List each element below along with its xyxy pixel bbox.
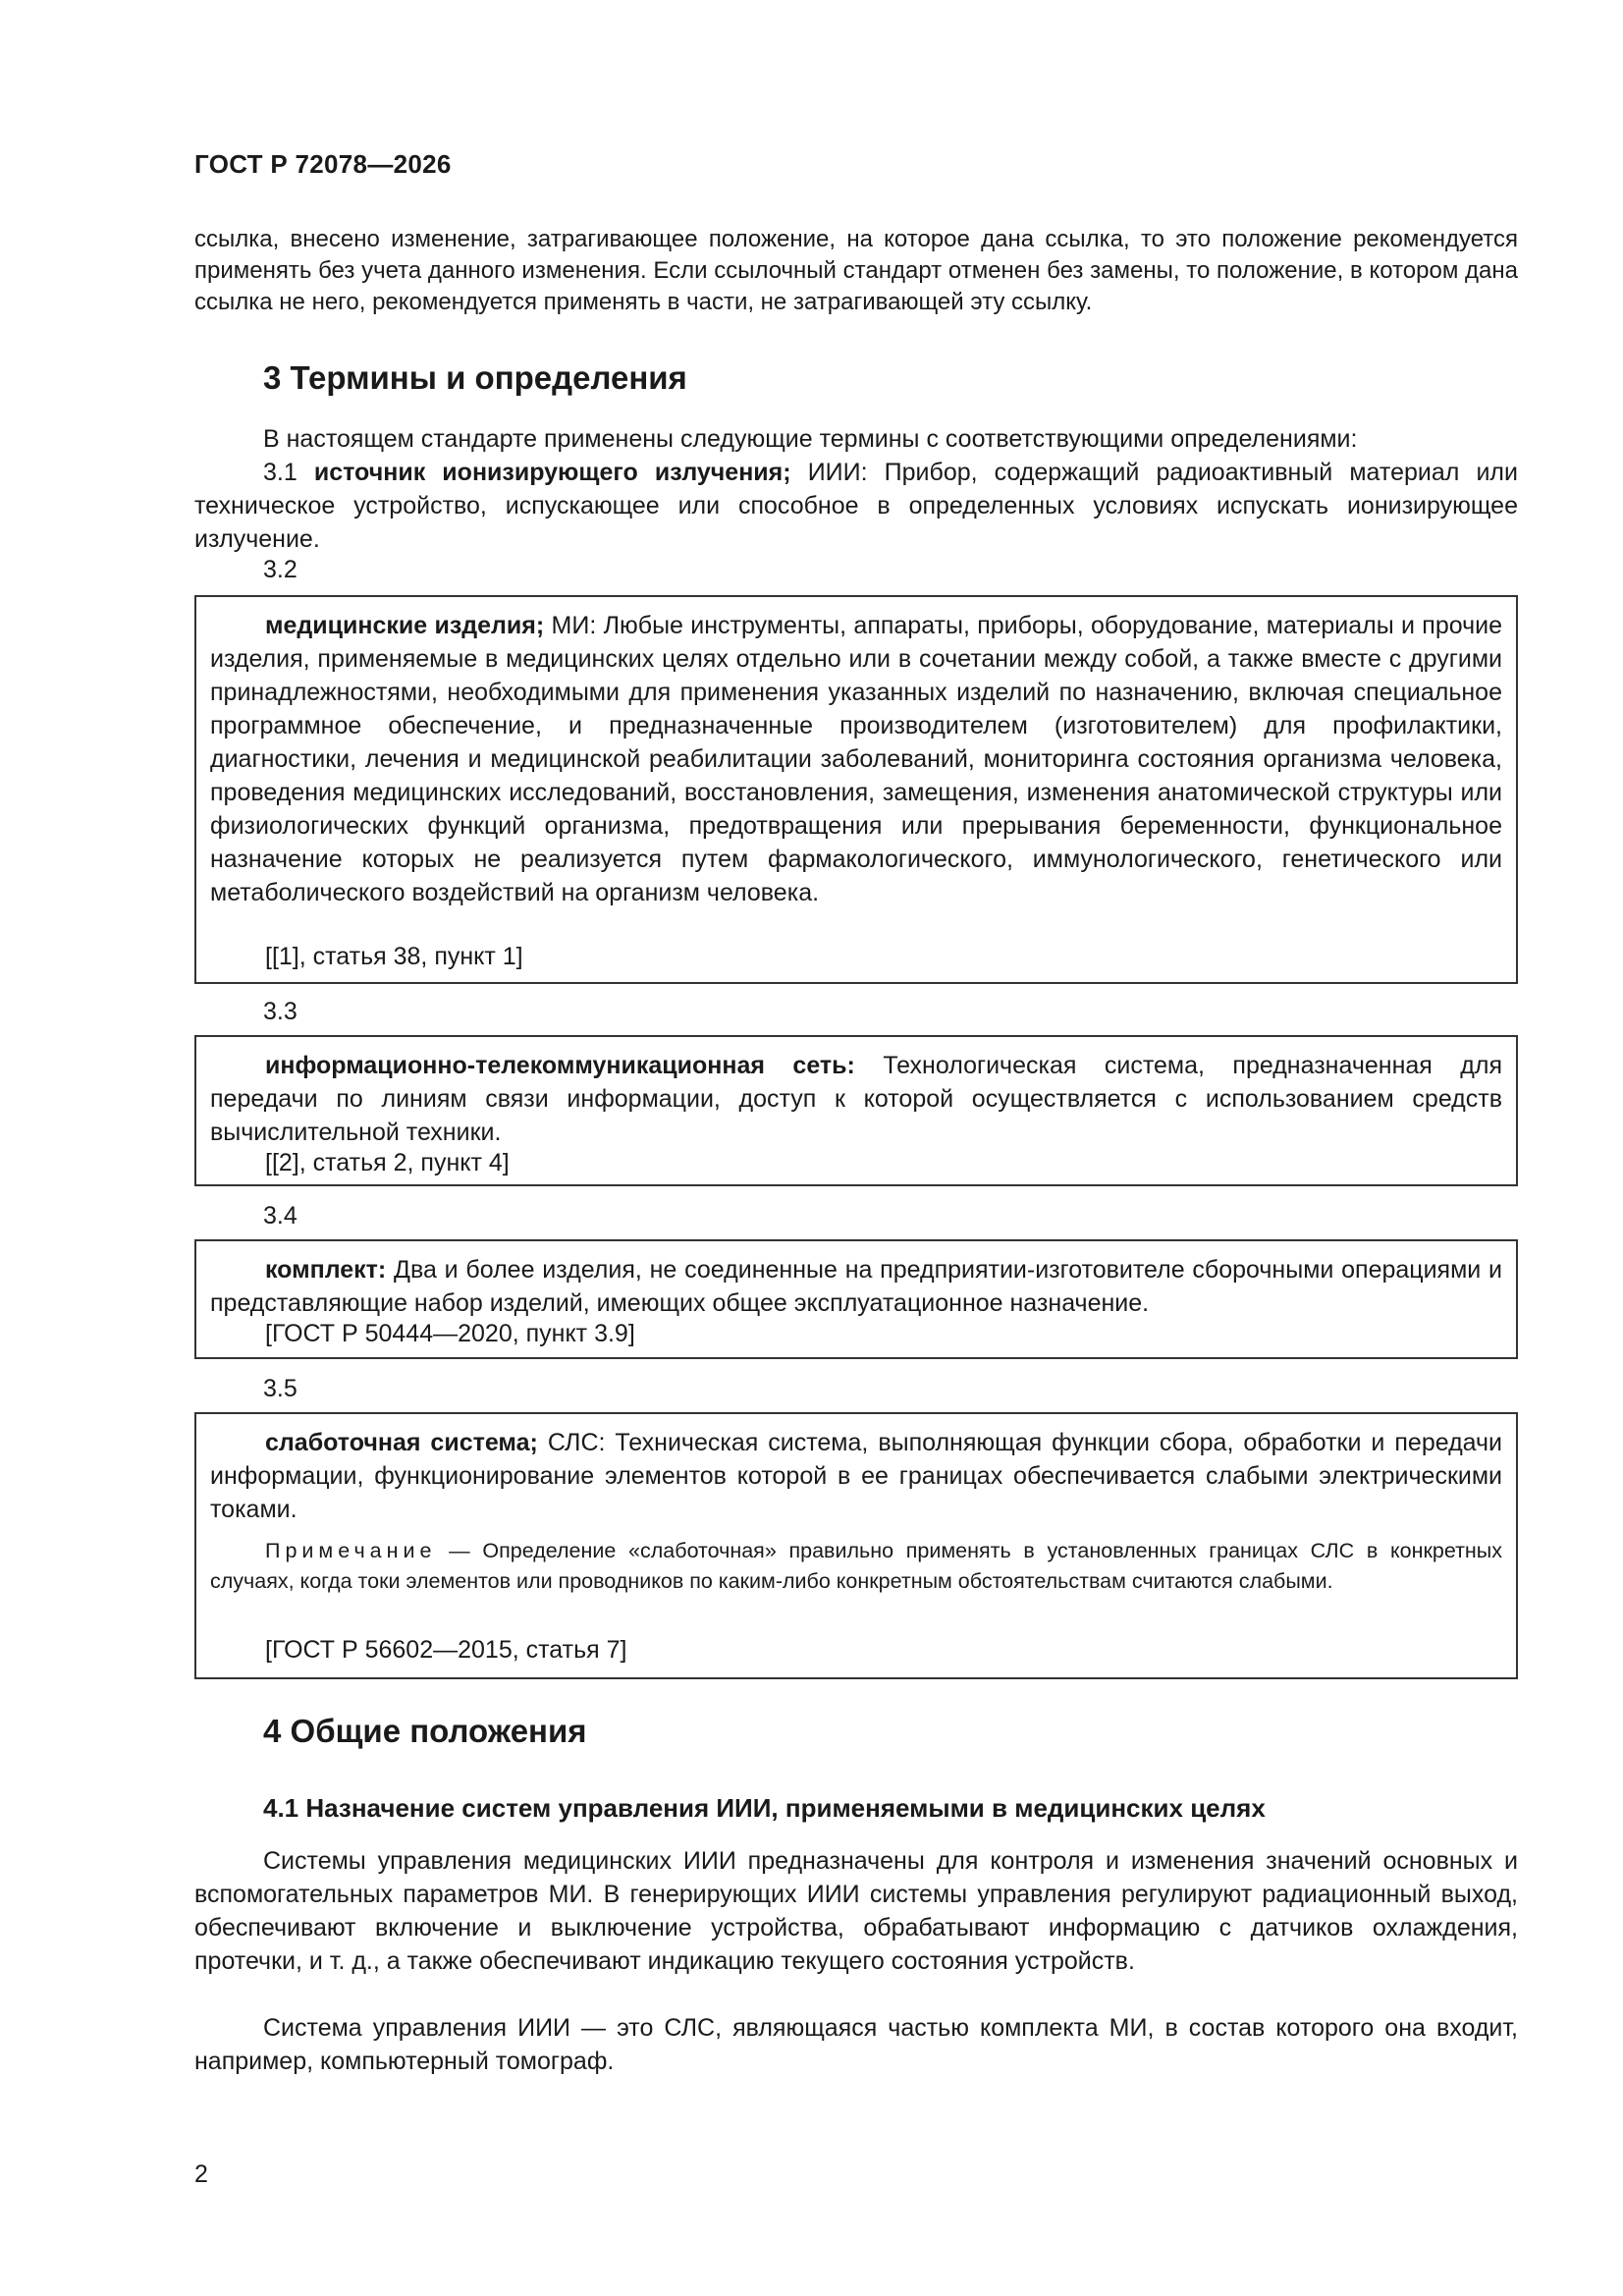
- term-3-5-box: [194, 1412, 1518, 1679]
- term-3-2-box: [194, 595, 1518, 984]
- term-3-2-definition: МИ: Любые инструменты, аппараты, приборы, оборудование, материалы и прочие изделия, применяемые в медицинских целях отдельно или в сочетании между собой, а также вместе с другими принадлежностями, необходимыми для применения указанных изделий по назначению, включая специальное программное обеспечение, и предназначенные производителем (изготовителем) для профилактики, диагностики, лечения и медицинской реабилитации заболеваний, мониторинга состояния организма человека, проведения медицинских исследований, восстановления, замещения, изменения анатомической структуры или физиологических функций организма, предотвращения или прерывания беременности, функциональное назначение которых не реализуется путем фармакологического, иммунологического, генетического или метаболического воздействий на организм человека.: [210, 612, 1502, 906]
- term-3-3-text: [210, 1049, 1502, 1149]
- section-4-paragraph-1: Системы управления медицинских ИИИ предназначены для контроля и изменения значений основных и вспомогательных параметров МИ. В генерирующих ИИИ системы управления регулируют радиационный выход, обеспечивают включение и выключение устройства, обрабатывают информацию с датчиков охлаждения, протечки, и т. д., а также обеспечивают индикацию текущего состояния устройств.: [194, 1847, 1518, 1975]
- term-3-2-term: медицинские изделия;: [265, 612, 545, 639]
- term-3-3-number: 3.3: [263, 998, 298, 1025]
- term-3-5-text: [210, 1426, 1502, 1526]
- term-3-1-definition: ИИИ: Прибор, содержащий радиоактивный материал или техническое устройство, испускающее или способное в определенных условиях испускать ионизирующее излучение.: [194, 459, 1518, 553]
- term-3-5-note: [210, 1536, 1502, 1597]
- term-3-2-number: 3.2: [263, 556, 298, 583]
- term-3-5-note-label: Примечание: [265, 1539, 437, 1562]
- section-3-title: 3 Термины и определения: [263, 359, 687, 396]
- term-3-3-term: информационно-телекоммуникационная сеть:: [265, 1052, 855, 1079]
- subsection-4-1-title: 4.1 Назначение систем управления ИИИ, применяемыми в медицинских целях: [263, 1793, 1266, 1823]
- term-3-4-source: [ГОСТ Р 50444—2020, пункт 3.9]: [265, 1320, 635, 1347]
- term-3-5-term: слаботочная система;: [265, 1429, 538, 1456]
- term-3-2-text: [210, 609, 1502, 909]
- term-3-4-text: [210, 1253, 1502, 1320]
- term-3-5-note-text: — Определение «слаботочная» правильно применять в установленных границах СЛС в конкретных случаях, когда токи элементов или проводников по каким-либо конкретным обстоятельствам считаются слабыми.: [210, 1539, 1502, 1593]
- document-header: ГОСТ Р 72078—2026: [194, 149, 452, 179]
- term-3-3-source: [[2], статья 2, пункт 4]: [265, 1149, 510, 1176]
- term-3-1: [194, 456, 1518, 556]
- term-3-5-number: 3.5: [263, 1375, 298, 1402]
- term-3-4-term: комплект:: [265, 1256, 387, 1284]
- term-3-4-number: 3.4: [263, 1202, 298, 1230]
- term-3-2-source: [[1], статья 38, пункт 1]: [265, 943, 523, 970]
- term-3-3-box: [194, 1035, 1518, 1186]
- intro-paragraph: ссылка, внесено изменение, затрагивающее положение, на которое дана ссылка, то это положение рекомендуется применять без учета данного изменения. Если ссылочный стандарт отменен без замены, то положение, в котором дана ссылка не него, рекомендуется применять в части, не затрагивающей эту ссылку.: [194, 226, 1518, 315]
- term-3-4-box: [194, 1239, 1518, 1359]
- section-4-paragraph-2: Система управления ИИИ — это СЛС, являющаяся частью комплекта МИ, в состав которого она входит, например, компьютерный томограф.: [194, 2014, 1518, 2075]
- section-3-lead: В настоящем стандарте применены следующие термины с соответствующими определениями:: [263, 425, 1358, 453]
- term-3-5-source: [ГОСТ Р 56602—2015, статья 7]: [265, 1636, 627, 1664]
- term-3-5-definition: СЛС: Техническая система, выполняющая функции сбора, обработки и передачи информации, функционирование элементов которой в ее границах обеспечивается слабыми электрическими токами.: [210, 1429, 1503, 1523]
- page-number: 2: [194, 2160, 208, 2188]
- term-3-4-definition: Два и более изделия, не соединенные на предприятии-изготовителе сборочными операциями и представляющие набор изделий, имеющих общее эксплуатационное назначение.: [210, 1256, 1502, 1317]
- section-4-title: 4 Общие положения: [263, 1713, 587, 1749]
- term-3-1-number: 3.1: [263, 459, 298, 486]
- term-3-1-term: источник ионизирующего излучения;: [313, 459, 791, 486]
- term-3-3-definition: Технологическая система, предназначенная для передачи по линиям связи информации, доступ к которой осуществляется с использованием средств вычислительной техники.: [210, 1052, 1502, 1146]
